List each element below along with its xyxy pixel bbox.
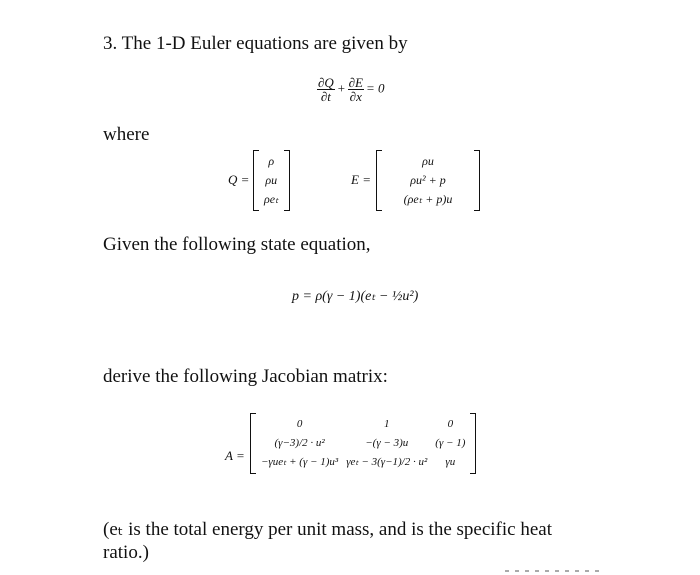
q-entry: ρ [268,154,275,168]
jacobian-intro: derive the following Jacobian matrix: [103,366,388,387]
q-entry: ρeₜ [264,192,279,206]
a-entry: (γ−3)/2 · u² [274,437,325,449]
a-entry: 1 [383,418,390,430]
note-line-2: ratio.) [103,542,149,563]
e-entry: (ρeₜ + p)u [403,192,453,206]
a-entry: γeₜ − 3(γ−1)/2 · u² [346,456,428,468]
e-entry: ρu [422,154,434,168]
equals-zero: = 0 [365,80,385,96]
q-label: Q = [228,172,250,187]
a-entry: 0 [296,418,303,430]
dt: ∂t [320,89,331,104]
e-label: E = [351,172,371,187]
jacobian-matrix [250,413,476,474]
a-entry: −(γ − 3)u [365,437,409,449]
e-vector [376,150,480,211]
dq: ∂Q [318,75,334,90]
a-entry: 0 [447,418,454,430]
de: ∂E [348,75,363,90]
a-entry: (γ − 1) [435,437,466,449]
plus: + [336,80,346,96]
e-entry: ρu² + p [410,173,446,187]
q-vector [253,150,290,211]
q-entry: ρu [265,173,278,187]
a-entry: −γueₜ + (γ − 1)u³ [261,456,339,468]
where-label: where [103,124,150,145]
problem-heading: 3. The 1-D Euler equations are given by [103,33,408,54]
state-intro: Given the following state equation, [103,234,371,255]
note-line-1: (eₜ is the total energy per unit mass, and is the specific heat [103,519,552,540]
faint-dashed-mark [505,570,605,572]
a-entry: γu [445,456,456,468]
a-label: A = [225,448,245,463]
euler-pde [315,76,385,103]
state-equation: p = ρ(γ − 1)(eₜ − ½u²) [292,289,419,304]
dx: ∂x [349,89,362,104]
